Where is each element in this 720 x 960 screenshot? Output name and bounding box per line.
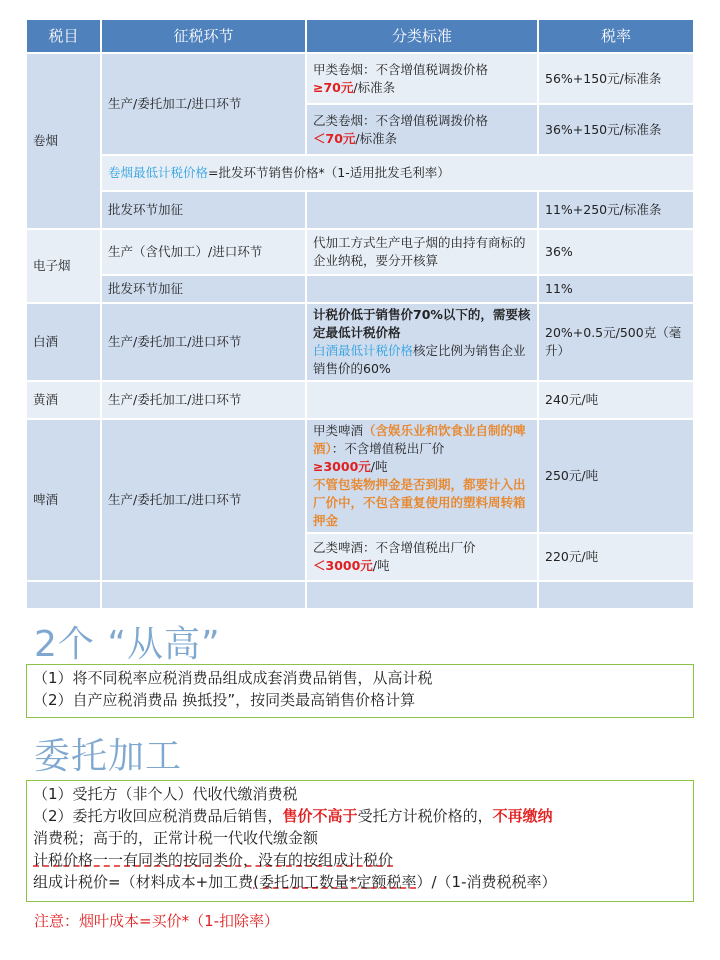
cigarette-a-rate-value: 56%+150元/标准条 xyxy=(545,70,662,86)
empty-row-rate xyxy=(539,582,695,610)
section-processing-title: 委托加工 xyxy=(34,736,183,777)
section-highest-title: 2个 “从高” xyxy=(34,624,221,665)
ecig-wholesale-criteria xyxy=(307,276,539,304)
beer-b-prefix: 乙类啤酒：不含增值税出厂价 xyxy=(313,540,476,555)
yellow-wine-criteria xyxy=(307,382,539,420)
header-stage: 征税环节 xyxy=(102,20,307,54)
cigarette-item-label: 卷烟 xyxy=(33,133,59,148)
yellow-wine-item-label: 黄酒 xyxy=(33,392,59,407)
processing-formula-a: 组成计税价=（材料成本+加工费 xyxy=(33,873,254,891)
liquor-item-label: 白酒 xyxy=(33,334,59,349)
ecig-wholesale-stage xyxy=(102,276,307,304)
cigarette-a-rate xyxy=(539,54,695,105)
cigarette-wholesale-label: 批发环节加征 xyxy=(108,202,184,217)
cigarette-stage xyxy=(102,54,307,156)
cigarette-min-price-label: 卷烟最低计税价格 xyxy=(108,165,209,180)
processing-formula-b: (委托加工数量*定额税率 xyxy=(253,873,417,891)
cigarette-b-prefix: 乙类卷烟：不含增值税调拨价格 xyxy=(313,112,489,128)
beer-a-criteria xyxy=(307,420,539,534)
cigarette-wholesale-rate-value: 11%+250元/标准条 xyxy=(545,202,662,217)
yellow-wine-stage-label: 生产/委托加工/进口环节 xyxy=(108,392,242,407)
cigarette-b-rate-value: 36%+150元/标准条 xyxy=(545,121,662,137)
ecig-criteria xyxy=(307,230,539,276)
ecig-stage xyxy=(102,230,307,276)
tobacco-cost-note: 注意：烟叶成本=买价*（1-扣除率） xyxy=(34,912,280,930)
processing-rule-4: 计税价格一一有同类的按同类价，没有的按组成计税价 xyxy=(33,851,394,869)
cigarette-min-price-formula: =批发环节销售价格*（1-适用批发毛利率） xyxy=(208,165,450,180)
row-yellow-wine-item xyxy=(27,382,102,420)
header-item: 税目 xyxy=(27,20,102,54)
liquor-stage-label: 生产/委托加工/进口环节 xyxy=(108,334,242,349)
beer-b-rate-value: 220元/吨 xyxy=(545,549,599,564)
cigarette-a-prefix: 甲类卷烟：不含增值税调拨价格 xyxy=(313,61,489,77)
ecig-wholesale-label: 批发环节加征 xyxy=(108,281,184,296)
row-cigarette-item xyxy=(27,54,102,230)
cigarette-a-unit: /标准条 xyxy=(353,79,396,95)
section-processing-box xyxy=(26,780,694,902)
yellow-wine-rate xyxy=(539,382,695,420)
row-beer-item xyxy=(27,420,102,582)
row-ecig-item xyxy=(27,230,102,304)
cigarette-a-criteria xyxy=(307,54,539,105)
cigarette-b-unit: /标准条 xyxy=(355,130,398,146)
liquor-rate xyxy=(539,304,695,382)
beer-stage-label: 生产/委托加工/进口环节 xyxy=(108,492,242,507)
cigarette-min-price xyxy=(102,156,695,192)
liquor-criteria-text xyxy=(313,306,531,378)
beer-a-note: 不管包装物押金是否到期，都要计入出厂价中，不包含重复使用的塑料周转箱押金 xyxy=(313,477,526,528)
ecig-stage-label: 生产（含代加工）/进口环节 xyxy=(108,244,263,259)
empty-row-item xyxy=(27,582,102,610)
ecig-item-label: 电子烟 xyxy=(33,258,71,273)
processing-rule-2 xyxy=(33,805,687,827)
liquor-criteria-bold: 计税价低于销售价70%以下的，需要核定最低计税价格 xyxy=(313,307,531,340)
cigarette-a-threshold: ≥70元 xyxy=(313,79,354,95)
processing-rule-2-a: （2）委托方收回应税消费品后销售， xyxy=(33,807,283,825)
beer-b-threshold: ＜3000元 xyxy=(313,558,373,573)
ecig-rate xyxy=(539,230,695,276)
empty-row-stage xyxy=(102,582,307,610)
beer-b-text xyxy=(313,539,476,575)
beer-a-prefix: 甲类啤酒 xyxy=(313,423,364,438)
liquor-stage xyxy=(102,304,307,382)
processing-price-cap: 售价不高于 xyxy=(282,807,358,825)
processing-rule-5 xyxy=(33,871,687,893)
liquor-min-price-label: 白酒最低计税价格 xyxy=(313,343,414,358)
cigarette-wholesale-rate xyxy=(539,192,695,230)
header-criteria: 分类标准 xyxy=(307,20,539,54)
cigarette-a-text xyxy=(313,61,488,97)
yellow-wine-stage xyxy=(102,382,307,420)
cigarette-stage-label: 生产/委托加工/进口环节 xyxy=(108,96,242,111)
ecig-wholesale-rate-value: 11% xyxy=(545,281,573,296)
ecig-wholesale-rate xyxy=(539,276,695,304)
cigarette-b-threshold: ＜70元 xyxy=(313,130,356,146)
cigarette-wholesale-criteria xyxy=(307,192,539,230)
liquor-rate-value: 20%+0.5元/500克（毫升） xyxy=(545,325,682,358)
beer-a-text xyxy=(313,422,531,530)
beer-b-unit: /吨 xyxy=(372,558,390,573)
highest-rule-2: （2）自产应税消费品 换抵投”，按同类最高销售价格计算 xyxy=(33,691,416,709)
beer-a-rate-value: 250元/吨 xyxy=(545,468,599,483)
excise-tax-table xyxy=(27,20,695,610)
processing-rule-3: 消费税；高于的，正常计税一代收代缴金额 xyxy=(33,829,319,847)
cigarette-b-rate xyxy=(539,105,695,156)
section-highest-box xyxy=(26,664,694,718)
cigarette-b-criteria xyxy=(307,105,539,156)
processing-rule-1: （1）受托方（非个人）代收代缴消费税 xyxy=(33,785,298,803)
beer-b-rate xyxy=(539,534,695,582)
processing-rule-2-b: 受托方计税价格的， xyxy=(357,807,493,825)
beer-a-mid: ：不含增值税出厂价 xyxy=(331,441,445,456)
processing-formula-c: ）/（1-消费税税率） xyxy=(416,873,557,891)
cigarette-min-price-text xyxy=(108,164,450,182)
beer-stage xyxy=(102,420,307,582)
beer-item-label: 啤酒 xyxy=(33,492,59,507)
beer-b-criteria xyxy=(307,534,539,582)
yellow-wine-rate-value: 240元/吨 xyxy=(545,392,599,407)
empty-row-criteria xyxy=(307,582,539,610)
header-rate: 税率 xyxy=(539,20,695,54)
cigarette-wholesale-stage xyxy=(102,192,307,230)
ecig-rate-value: 36% xyxy=(545,244,573,259)
beer-a-unit: /吨 xyxy=(370,459,388,474)
liquor-criteria-tail: 核定比例为销售企业销售价的60% xyxy=(313,343,526,376)
cigarette-b-text xyxy=(313,112,488,148)
ecig-criteria-text: 代加工方式生产电子烟的由持有商标的企业纳税，要分开核算 xyxy=(313,235,526,268)
liquor-criteria xyxy=(307,304,539,382)
highest-rule-1: （1）将不同税率应税消费品组成成套消费品销售，从高计税 xyxy=(33,669,433,687)
beer-a-threshold: ≥3000元 xyxy=(313,459,371,474)
processing-no-tax: 不再缴纳 xyxy=(492,807,553,825)
beer-a-rate xyxy=(539,420,695,534)
row-liquor-item xyxy=(27,304,102,382)
beer-a-scope: （含娱乐业和饮食业自制的啤酒） xyxy=(313,423,526,456)
